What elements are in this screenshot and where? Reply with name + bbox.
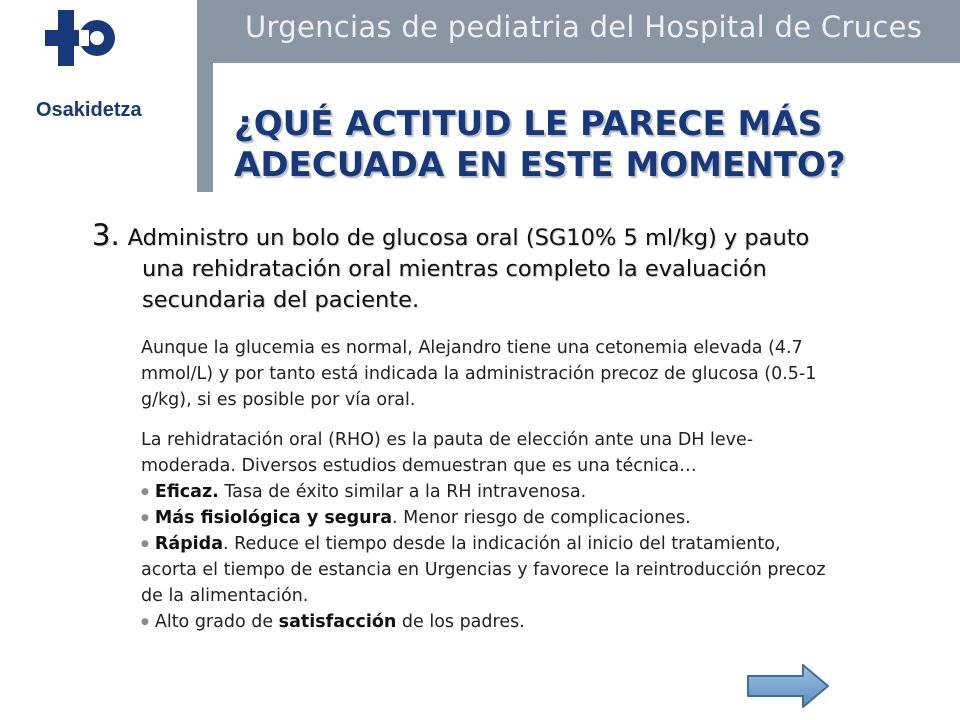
question-line-1: ¿QUÉ ACTITUD LE PARECE MÁS: [234, 104, 823, 144]
list-item: ● Rápida. Reduce el tiempo desde la indicación al inicio del tratamiento,: [141, 534, 781, 554]
bullet-icon: ●: [141, 539, 149, 549]
question-line-2: ADECUADA EN ESTE MOMENTO?: [234, 145, 846, 185]
answer-line-1: Administro un bolo de glucosa oral (SG10% 5 ml/kg) y pauto: [127, 225, 810, 251]
list-item: ● Alto grado de satisfacción de los padres.: [141, 612, 525, 632]
answer-option: [92, 220, 922, 316]
answer-number: 3.: [92, 218, 120, 252]
list-item: ● Eficaz. Tasa de éxito similar a la RH intravenosa.: [141, 482, 587, 502]
answer-line-2: una rehidratación oral mientras completo la evaluación: [142, 256, 767, 282]
answer-line-3: secundaria del paciente.: [142, 287, 420, 313]
bullet-icon: ●: [141, 617, 149, 627]
osakidetza-logo-icon: [45, 10, 115, 90]
explanation-paragraph-2: La rehidratación oral (RHO) es la pauta de elección ante una DH leve- moderada. Diversos estudios demuestran que es una técnica… ● Eficaz. Tasa de éxito similar a la RH intravenosa. ● Más fisiológica y segura. Menor riesgo de complicaciones. ● Rápida. Reduce el tiempo desde la indicación al inicio del tratamiento, acorta el tiempo de estancia en Urgencias y favorece la reintroducción precoz de la alimentación. ● Alto grado de satisfacción de los padres.: [141, 430, 826, 632]
explanation-text: [141, 335, 886, 649]
header-title: Urgencias de pediatria del Hospital de Cruces: [245, 10, 923, 44]
next-arrow-icon[interactable]: [745, 662, 831, 710]
bullet-icon: ●: [141, 513, 149, 523]
explanation-paragraph-1: Aunque la glucemia es normal, Alejandro tiene una cetonemia elevada (4.7 mmol/L) y por tanto está indicada la administración precoz de glucosa (0.5-1 g/kg), si es posible por vía oral.: [141, 338, 817, 410]
list-item: ● Más fisiológica y segura. Menor riesgo de complicaciones.: [141, 508, 691, 528]
bullet-icon: ●: [141, 487, 149, 497]
logo-text: Osakidetza: [36, 99, 142, 121]
vertical-divider-bar: [197, 0, 213, 192]
question-heading: [234, 104, 934, 186]
